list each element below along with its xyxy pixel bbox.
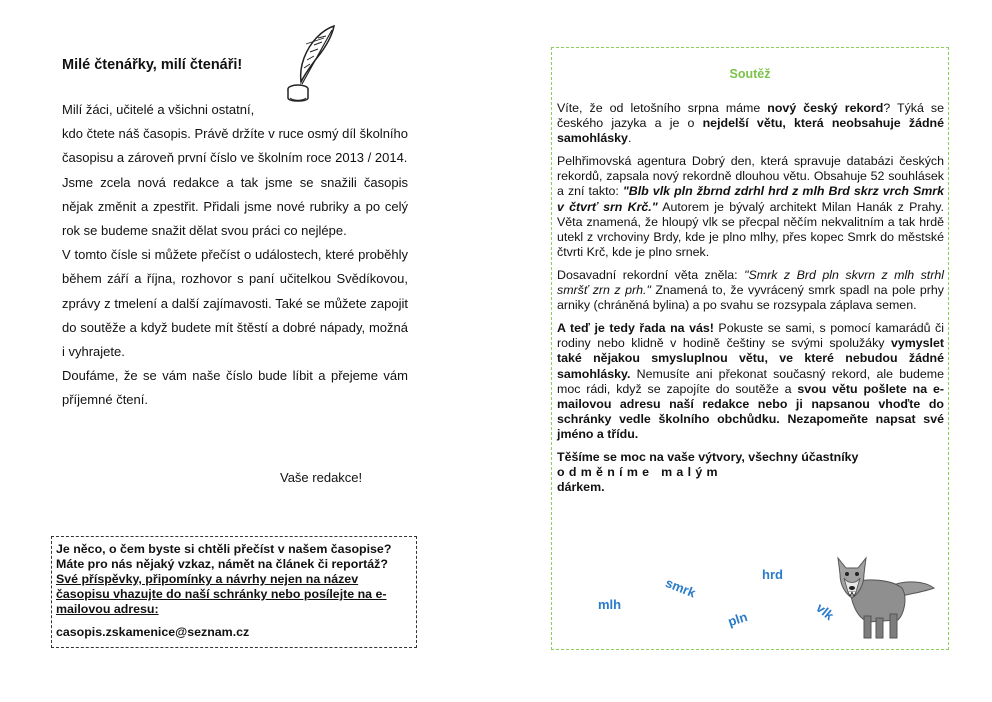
intro-text <box>62 98 408 413</box>
bold-run: vymyslet také nějakou smysluplnou větu, ve které nebudou žádné samohlásky. <box>557 336 944 381</box>
page-title: Milé čtenářky, milí čtenáři! <box>62 57 243 73</box>
text-run: Nemusíte ani překonat současný rekord, ale budeme moc rádi, když se zapojíte do soutěže a <box>557 366 944 396</box>
bold-run: A teď je tedy řada na vás! <box>557 321 714 336</box>
intro-paragraph: V tomto čísle si můžete přečíst o událostech, které proběhly během září a října, rozhovor s paní učitelkou Svědíkovou, zprávy z tmelení a další zajímavosti. Také se můžete zapojit do soutěže a když budete mít štěstí a dobré nápady, možná i vyhrajete. <box>62 247 408 360</box>
bold-run: nejdelší větu, která neobsahuje žádné samohlásky <box>557 116 944 146</box>
intro-paragraph: Jsme zcela nová redakce a tak jsme se snažili časopis nějak změnit a zpestřit. Přidali jsme nové rubriky a po celý rok se budeme snažit dělat svou práci co nejlépe. <box>62 174 408 239</box>
signoff: Vaše redakce! <box>280 470 363 485</box>
text-run: Těšíme se moc na vaše výtvory, všechny účastníky <box>557 449 859 464</box>
word-pln: pln <box>726 608 750 630</box>
text-run: dárkem. <box>557 480 605 495</box>
contest-paragraph <box>557 101 944 146</box>
bold-run: svou větu pošlete na e-mailovou adresu naší redakce nebo ji napsanou vhoďte do schránky vedle školního obchůdku. Nezapomeňte napsat své jméno a třídu. <box>557 381 944 441</box>
text-run: Víte, že od letošního srpna máme <box>557 101 768 115</box>
old-record-sentence: "Smrk z Brd pln skvrn z mlh strhl smršť zrn z prh." <box>557 267 945 298</box>
text-run: odměníme malým <box>557 465 722 480</box>
contest-paragraph <box>557 268 944 313</box>
contest-paragraph <box>557 154 944 260</box>
email-address[interactable]: casopis.zskamenice@seznam.cz <box>56 625 250 639</box>
word-smrk: smrk <box>663 575 698 601</box>
intro-paragraph: kdo čtete náš časopis. Právě držíte v ruce osmý díl školního časopisu a zároveň první číslo ve školním roce 2013 / 2014. <box>62 126 408 166</box>
info-text: Je něco, o čem byste si chtěli přečíst v našem časopise? Máte pro nás nějaký vzkaz, námět na článek či reportáž? <box>56 542 392 571</box>
info-box <box>51 536 417 648</box>
text-run: ? Týká se českého jazyka a je o <box>557 101 944 131</box>
record-sentence: "Blb vlk pln žbrnd zdrhl hrd z mlh Brd skrz vrch Smrk v čtvrť srn Krč." <box>557 184 944 214</box>
contest-paragraph <box>557 321 944 442</box>
contest-paragraph <box>557 450 944 495</box>
intro-paragraph: Milí žáci, učitelé a všichni ostatní, <box>62 102 255 117</box>
text-run: . <box>627 131 632 146</box>
word-vlk: vlk <box>813 600 837 624</box>
contest-text <box>557 101 944 503</box>
text-run: Autorem je bývalý architekt Milan Hanák z Prahy. Věta znamená, že hloupý vlk se přecpal něčím nekvalitním a tak hrdě utekl z vrchoviny Brdy, kde je plno mlhy, přes kopec Smrk do městské čtvrti Krč, kde je plno srnek. <box>557 199 944 259</box>
word-mlh: mlh <box>598 597 622 612</box>
word-hrd: hrd <box>762 567 783 582</box>
info-underlined-text: Své příspěvky, připomínky a návrhy nejen na název časopisu vhazujte do naší schránky nebo posílejte na e-mailovou adresu: <box>56 572 387 616</box>
quill-inkwell-icon <box>282 24 342 104</box>
text-run: Pelhřimovská agentura Dobrý den, která spravuje databázi českých rekordů, zapsala nový rekordně dlouhou větu. Obsahuje 52 souhlásek a zní takto: <box>557 154 944 199</box>
wolf-illustration <box>828 548 938 644</box>
intro-paragraph: Doufáme, že se vám naše číslo bude líbit a přejeme vám příjemné čtení. <box>62 368 408 408</box>
text-run: Dosavadní rekordní věta zněla: <box>557 267 745 282</box>
text-run: Pokuste se sami, s pomocí kamarádů či rodiny nebo klidně v hodině češtiny se svými spolužáky <box>557 321 944 351</box>
contest-title: Soutěž <box>729 67 771 81</box>
text-run: Znamená to, že vyvrácený smrk spadl na pole prhy arniky (chráněná bylina) a po svahu se rozsypala záplava semen. <box>557 283 944 313</box>
bold-run: nový český rekord <box>767 101 884 115</box>
